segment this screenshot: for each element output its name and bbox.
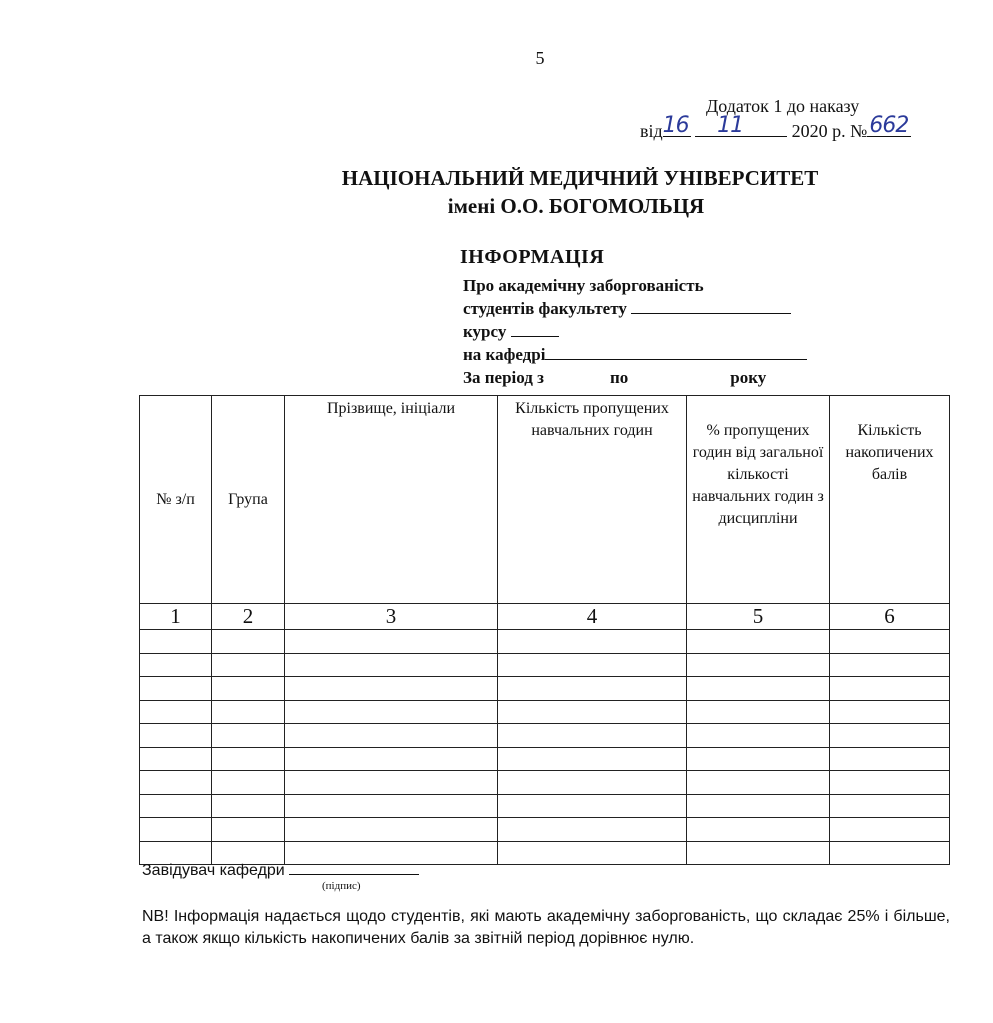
col-header-name: Прізвище, ініціали [285, 396, 498, 604]
table-cell [830, 794, 950, 818]
table-cell [285, 653, 498, 677]
table-cell [687, 747, 830, 771]
info-department-line [463, 345, 807, 365]
table-number-row [140, 604, 950, 630]
table-cell [687, 677, 830, 701]
info-period-from: За період з [463, 368, 544, 387]
order-reference [640, 113, 911, 142]
col-number: 1 [140, 604, 212, 630]
col-header-missed-hours: Кількість пропущених навчальних годин [498, 396, 687, 604]
table-cell [285, 818, 498, 842]
table-row [140, 700, 950, 724]
col-number: 3 [285, 604, 498, 630]
table-cell [498, 700, 687, 724]
department-blank [545, 345, 807, 360]
table-cell [285, 724, 498, 748]
table-row [140, 630, 950, 654]
table-cell [830, 630, 950, 654]
university-title: НАЦІОНАЛЬНИЙ МЕДИЧНИЙ УНІВЕРСИТЕТ [341, 166, 819, 190]
table-cell [140, 653, 212, 677]
table-row [140, 653, 950, 677]
col-header-group: Група [212, 396, 285, 604]
faculty-blank [631, 299, 791, 314]
order-day-blank [662, 113, 691, 138]
table-row [140, 771, 950, 795]
table-header-row [140, 396, 950, 604]
table-cell [687, 841, 830, 865]
signature-line [142, 862, 419, 880]
order-number-handwritten: 662 [869, 113, 909, 138]
table-cell [687, 724, 830, 748]
info-faculty-line [463, 299, 791, 319]
table-cell [830, 700, 950, 724]
table-cell [498, 724, 687, 748]
info-period-to: по [609, 368, 629, 387]
table-cell [212, 747, 285, 771]
col-number: 2 [212, 604, 285, 630]
table-cell [212, 677, 285, 701]
table-row [140, 677, 950, 701]
order-from-label: від [640, 121, 663, 141]
info-faculty-label: студентів факультету [463, 299, 627, 318]
table-cell [498, 841, 687, 865]
info-subject: Про академічну заборгованість [463, 276, 704, 295]
table-cell [285, 771, 498, 795]
table-cell [498, 818, 687, 842]
order-year-text: 2020 р. № [791, 121, 868, 141]
table-cell [212, 653, 285, 677]
table-cell [830, 677, 950, 701]
table-cell [285, 841, 498, 865]
table-cell [212, 794, 285, 818]
col-header-points: Кількість накопичених балів [830, 396, 950, 604]
table-cell [212, 771, 285, 795]
table-cell [687, 771, 830, 795]
info-department-label: на кафедрі [463, 345, 546, 364]
table-cell [285, 794, 498, 818]
table-cell [212, 818, 285, 842]
info-period-year: року [730, 368, 767, 387]
page-number: 5 [535, 48, 545, 68]
col-header-number: № з/п [140, 396, 212, 604]
col-number: 4 [498, 604, 687, 630]
table-cell [212, 724, 285, 748]
table-cell [687, 653, 830, 677]
table-cell [687, 794, 830, 818]
info-course-line [463, 322, 559, 342]
table-cell [498, 747, 687, 771]
empty-rows [140, 630, 950, 865]
table-cell [285, 630, 498, 654]
signature-blank [289, 862, 419, 875]
table-row [140, 794, 950, 818]
table-row [140, 747, 950, 771]
order-day-handwritten: 16 [662, 113, 689, 138]
table-row [140, 841, 950, 865]
order-month-handwritten: 11 [717, 113, 744, 138]
report-table [139, 395, 950, 865]
signature-label: Завідувач кафедри [142, 862, 285, 879]
table-cell [140, 794, 212, 818]
table-cell [140, 771, 212, 795]
table-cell [498, 653, 687, 677]
order-month-blank [695, 113, 787, 138]
table-cell [498, 771, 687, 795]
order-number-blank [867, 113, 911, 138]
table-cell [285, 700, 498, 724]
table-cell [140, 747, 212, 771]
table-cell [830, 818, 950, 842]
table-cell [212, 700, 285, 724]
course-blank [511, 322, 559, 337]
addendum-title: Додаток 1 до наказу [706, 96, 860, 116]
table-cell [498, 630, 687, 654]
table-row [140, 818, 950, 842]
table-cell [212, 841, 285, 865]
table-cell [830, 771, 950, 795]
col-number: 5 [687, 604, 830, 630]
table-cell [498, 677, 687, 701]
table-cell [285, 677, 498, 701]
table-cell [687, 700, 830, 724]
table-cell [830, 653, 950, 677]
table-row [140, 724, 950, 748]
table-cell [830, 747, 950, 771]
table-cell [212, 630, 285, 654]
table-cell [830, 724, 950, 748]
university-subtitle: імені О.О. БОГОМОЛЬЦЯ [447, 194, 705, 218]
col-header-missed-percent: % пропущених годин від загальної кількості навчальних годин з дисципліни [687, 396, 830, 604]
nb-note: NB! Інформація надається щодо студентів, які мають академічну заборгованість, що складає 25% і більше, а також якщо кількість накопичених балів за звітній період дорівнює нулю. [142, 908, 950, 947]
table-cell [687, 630, 830, 654]
table-cell [285, 747, 498, 771]
table-cell [140, 677, 212, 701]
info-heading: ІНФОРМАЦІЯ [460, 246, 605, 268]
table-cell [498, 794, 687, 818]
info-period-line [463, 368, 766, 388]
table-cell [140, 818, 212, 842]
info-course-label: курсу [463, 322, 507, 341]
table-cell [140, 630, 212, 654]
table-cell [687, 818, 830, 842]
table-cell [140, 724, 212, 748]
signature-caption: (підпис) [322, 880, 361, 892]
table-cell [140, 841, 212, 865]
table-cell [830, 841, 950, 865]
table-cell [140, 700, 212, 724]
col-number: 6 [830, 604, 950, 630]
